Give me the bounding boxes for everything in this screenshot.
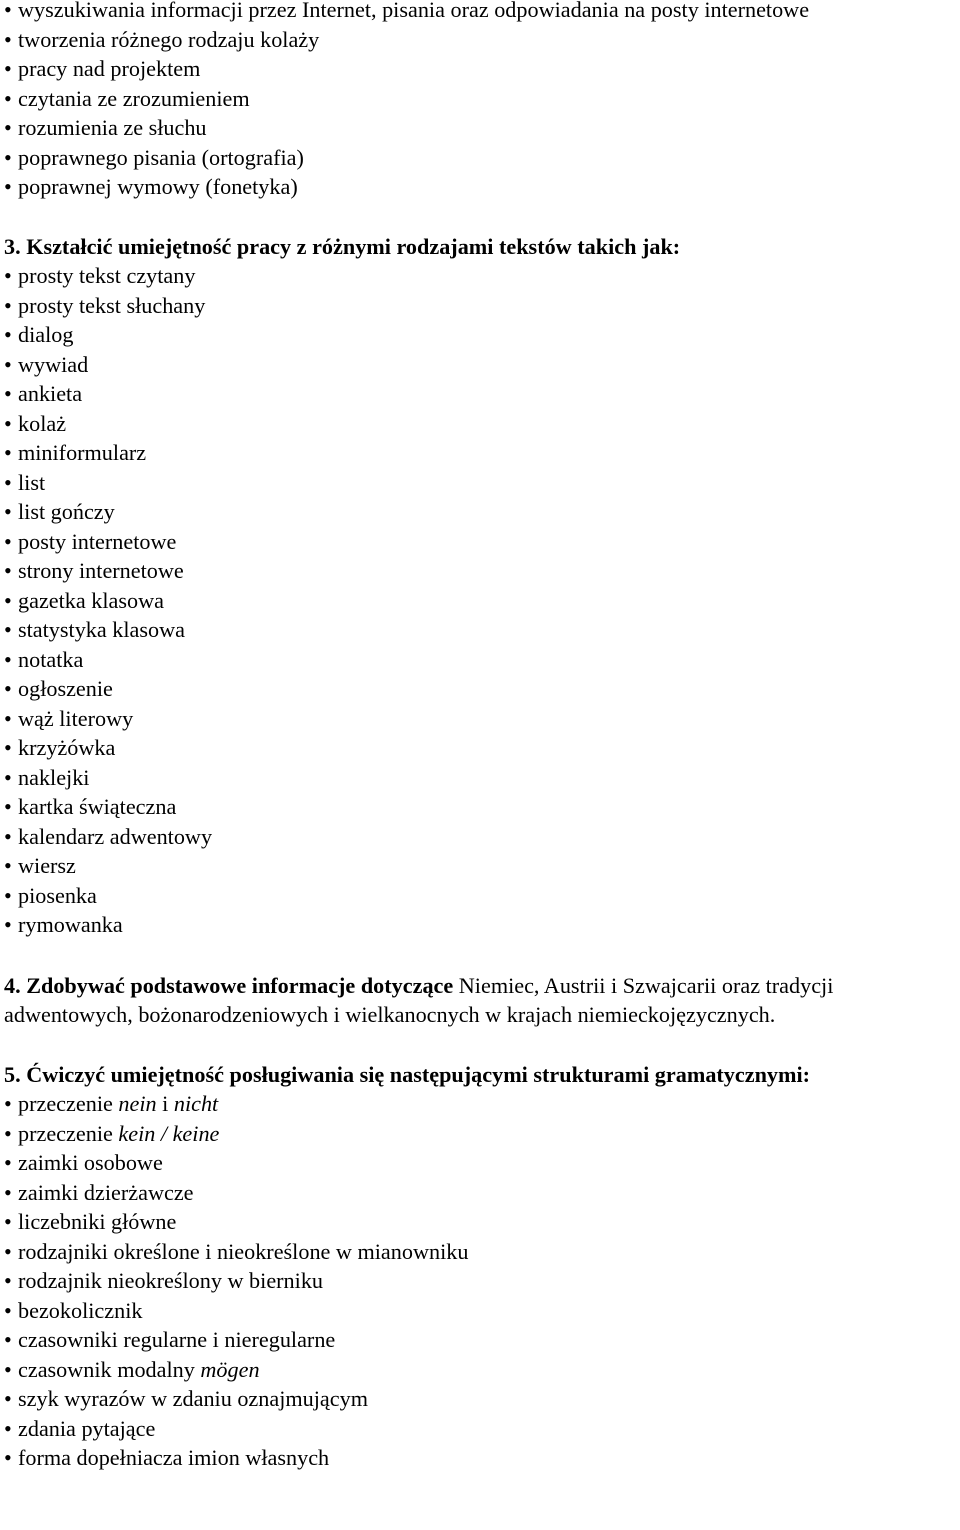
- list-item: [4, 1325, 958, 1355]
- list-item: [4, 556, 958, 586]
- list-item: [4, 1384, 958, 1414]
- bullet-glyph: •: [4, 1238, 12, 1264]
- bullet-glyph: •: [4, 469, 12, 495]
- list-item-text: zaimki dzierżawcze: [18, 1179, 194, 1205]
- bullet-glyph: •: [4, 1179, 12, 1205]
- section-4-heading: 4. Zdobywać podstawowe informacje dotyczące: [4, 972, 454, 998]
- list-item-text: bezokolicznik: [18, 1297, 143, 1323]
- bullet-glyph: •: [4, 587, 12, 613]
- section-3: [4, 232, 958, 940]
- list-item-text: list gończy: [18, 499, 115, 524]
- list-item-text: liczebniki główne: [18, 1209, 177, 1234]
- italic-term: mögen: [200, 1356, 260, 1382]
- list-item-text: miniformularz: [18, 440, 147, 465]
- bullet-glyph: •: [4, 381, 12, 406]
- bullet-glyph: •: [4, 292, 12, 318]
- list-item-text: kalendarz adwentowy: [18, 823, 213, 849]
- list-item-text: kartka świąteczna: [18, 794, 177, 819]
- bullet-glyph: •: [4, 174, 12, 199]
- list-item: [4, 113, 958, 143]
- list-item-text: list: [18, 469, 46, 495]
- list-item: [4, 1178, 958, 1208]
- bullet-glyph: •: [4, 1386, 12, 1411]
- list-item-text: statystyka klasowa: [18, 617, 185, 642]
- list-item: [4, 468, 958, 498]
- section-5: [4, 1060, 958, 1473]
- list-item: [4, 1089, 958, 1119]
- list-item-text: ogłoszenie: [18, 676, 113, 701]
- list-item-text: ankieta: [18, 381, 83, 406]
- list-item: [4, 704, 958, 734]
- bullet-glyph: •: [4, 794, 12, 819]
- list-item-text: posty internetowe: [18, 528, 177, 554]
- bullet-glyph: •: [4, 1445, 12, 1470]
- list-item: [4, 350, 958, 380]
- list-item-text: wyszukiwania informacji przez Internet, pisania oraz odpowiadania na posty internetowe: [18, 0, 810, 22]
- list-item-text: prosty tekst słuchany: [18, 292, 206, 318]
- bullet-glyph: •: [4, 26, 12, 52]
- list-item: [4, 1237, 958, 1267]
- list-item: [4, 1296, 958, 1326]
- list-item-text: rodzajniki określone i nieokreślone w mianowniku: [18, 1238, 469, 1264]
- list-item-text: rymowanka: [18, 912, 123, 937]
- list-item-text: krzyżówka: [18, 735, 116, 760]
- list-item: [4, 615, 958, 645]
- list-item-text: naklejki: [18, 764, 90, 790]
- list-item: [4, 143, 958, 173]
- list-item: [4, 438, 958, 468]
- list-item: [4, 379, 958, 409]
- bullet-glyph: •: [4, 735, 12, 760]
- list-item-text: czasowniki regularne i nieregularne: [18, 1327, 336, 1352]
- list-item: [4, 1266, 958, 1296]
- list-item-text: przeczenie: [18, 1120, 119, 1146]
- italic-term: nein: [118, 1091, 157, 1116]
- list-item: [4, 1414, 958, 1444]
- list-item-text: dialog: [18, 322, 74, 347]
- section-4-text: Niemiec, Austrii i Szwajcarii oraz tradycji adwentowych, bożonarodzeniowych i wielkanocnych w krajach niemieckojęzycznych.: [4, 972, 834, 1027]
- bullet-glyph: •: [4, 56, 12, 81]
- list-item: [4, 792, 958, 822]
- bullet-glyph: •: [4, 410, 12, 436]
- section-4-paragraph: [4, 971, 958, 1030]
- list-item-text: i: [156, 1091, 174, 1116]
- list-item: [4, 1119, 958, 1149]
- list-item: [4, 1207, 958, 1237]
- list-item-text: poprawnej wymowy (fonetyka): [18, 174, 298, 199]
- bullet-glyph: •: [4, 1327, 12, 1352]
- section-4: [4, 971, 958, 1030]
- list-item-text: przeczenie: [18, 1091, 119, 1116]
- bullet-glyph: •: [4, 617, 12, 642]
- list-item-text: strony internetowe: [18, 558, 184, 583]
- document-page: [4, 0, 958, 1473]
- bullet-glyph: •: [4, 115, 12, 140]
- top-bullet-list: [4, 0, 958, 202]
- section-5-heading: 5. Ćwiczyć umiejętność posługiwania się następującymi strukturami gramatycznymi:: [4, 1061, 811, 1087]
- bullet-glyph: •: [4, 912, 12, 937]
- bullet-glyph: •: [4, 676, 12, 701]
- list-item: [4, 1443, 958, 1473]
- list-item: [4, 291, 958, 321]
- list-item: [4, 54, 958, 84]
- bullet-glyph: •: [4, 1356, 12, 1382]
- bullet-glyph: •: [4, 558, 12, 583]
- bullet-glyph: •: [4, 853, 12, 878]
- bullet-glyph: •: [4, 440, 12, 465]
- list-item-text: wywiad: [18, 351, 89, 377]
- list-item-text: prosty tekst czytany: [18, 263, 196, 288]
- list-item-text: pracy nad projektem: [18, 56, 201, 81]
- list-item-text: rozumienia ze słuchu: [18, 115, 207, 140]
- section-3-list: [4, 261, 958, 940]
- list-item: [4, 25, 958, 55]
- bullet-glyph: •: [4, 1209, 12, 1234]
- list-item-text: czytania ze zrozumieniem: [18, 85, 250, 111]
- list-item: [4, 645, 958, 675]
- list-item: [4, 910, 958, 940]
- list-item: [4, 881, 958, 911]
- list-item-text: tworzenia różnego rodzaju kolaży: [18, 26, 320, 52]
- bullet-glyph: •: [4, 144, 12, 170]
- list-item-text: wąż literowy: [18, 705, 134, 731]
- list-item-text: kolaż: [18, 410, 67, 436]
- list-item: [4, 527, 958, 557]
- bullet-glyph: •: [4, 85, 12, 111]
- bullet-glyph: •: [4, 1091, 12, 1116]
- list-item: [4, 822, 958, 852]
- bullet-glyph: •: [4, 0, 12, 22]
- italic-term: kein / keine: [118, 1120, 220, 1146]
- bullet-glyph: •: [4, 1120, 12, 1146]
- list-item-text: forma dopełniacza imion własnych: [18, 1445, 330, 1470]
- list-item-text: szyk wyrazów w zdaniu oznajmującym: [18, 1386, 368, 1411]
- bullet-glyph: •: [4, 1297, 12, 1323]
- list-item: [4, 1355, 958, 1385]
- bullet-glyph: •: [4, 646, 12, 672]
- list-item: [4, 172, 958, 202]
- list-item: [4, 261, 958, 291]
- bullet-glyph: •: [4, 1268, 12, 1293]
- list-item-text: notatka: [18, 646, 84, 672]
- bullet-glyph: •: [4, 1150, 12, 1175]
- list-item: [4, 674, 958, 704]
- list-item: [4, 733, 958, 763]
- list-item: [4, 497, 958, 527]
- list-item: [4, 409, 958, 439]
- list-item: [4, 84, 958, 114]
- list-item-text: wiersz: [18, 853, 76, 878]
- list-item: [4, 1148, 958, 1178]
- italic-term: nicht: [173, 1091, 219, 1116]
- list-item-text: rodzajnik nieokreślony w bierniku: [18, 1268, 324, 1293]
- section-5-list: [4, 1089, 958, 1473]
- list-item: [4, 320, 958, 350]
- list-item-text: czasownik modalny: [18, 1356, 201, 1382]
- section-3-heading: 3. Kształcić umiejętność pracy z różnymi rodzajami tekstów takich jak:: [4, 233, 681, 259]
- bullet-glyph: •: [4, 1415, 12, 1441]
- bullet-glyph: •: [4, 882, 12, 908]
- bullet-glyph: •: [4, 322, 12, 347]
- list-item: [4, 851, 958, 881]
- list-item: [4, 586, 958, 616]
- bullet-glyph: •: [4, 263, 12, 288]
- list-item-text: zaimki osobowe: [18, 1150, 163, 1175]
- list-item-text: gazetka klasowa: [18, 587, 164, 613]
- list-item: [4, 763, 958, 793]
- list-item-text: zdania pytające: [18, 1415, 156, 1441]
- bullet-glyph: •: [4, 528, 12, 554]
- bullet-glyph: •: [4, 705, 12, 731]
- bullet-glyph: •: [4, 499, 12, 524]
- list-item-text: poprawnego pisania (ortografia): [18, 144, 304, 170]
- list-item-text: piosenka: [18, 882, 97, 908]
- bullet-glyph: •: [4, 351, 12, 377]
- bullet-glyph: •: [4, 764, 12, 790]
- bullet-glyph: •: [4, 823, 12, 849]
- list-item: [4, 0, 958, 25]
